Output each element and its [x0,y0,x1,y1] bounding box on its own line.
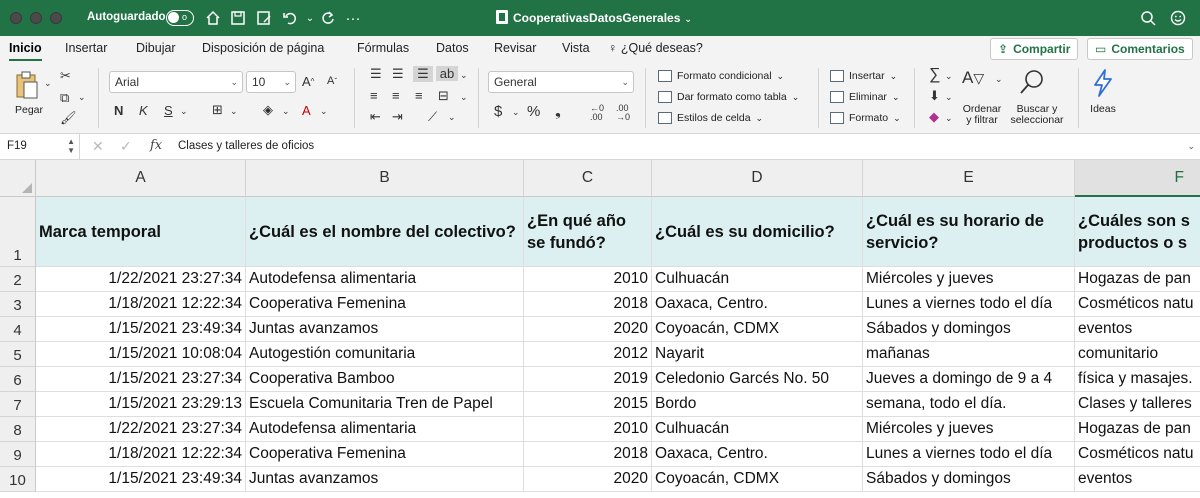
autosave-state: o [182,12,188,22]
home-icon[interactable] [203,8,223,28]
smiley-icon[interactable] [1168,8,1188,28]
paste-dropdown-icon[interactable]: ⌄ [44,78,52,88]
table-cell-b[interactable]: Cooperativa Femenina [246,442,524,467]
chevron-down-icon: ⌄ [889,70,898,81]
clear-icon[interactable]: ◆ [929,109,939,124]
sort-dropdown-icon[interactable]: ⌄ [995,74,1003,84]
cell-styles-icon [658,112,672,124]
cut-icon[interactable]: ✂ [60,68,71,83]
table-cell-d[interactable]: Oaxaca, Centro. [652,292,863,317]
conditional-format-label: Formato condicional [677,70,772,82]
chevron-down-icon: ⌄ [776,70,785,81]
row-header[interactable]: 5 [0,342,36,367]
autosave-toggle[interactable] [166,10,194,26]
chevron-down-icon: ⌄ [621,76,629,87]
table-cell-d[interactable]: Nayarit [652,342,863,367]
row-header[interactable]: 6 [0,367,36,392]
table-cell-f[interactable]: eventos [1075,467,1200,492]
currency-button[interactable]: $ [494,103,503,120]
insert-cells-button[interactable] [830,70,897,82]
chevron-down-icon: ⌄ [891,91,900,102]
comma-button[interactable]: ❟ [555,103,561,120]
align-right-icon[interactable]: ≡ [415,88,423,103]
table-cell-e[interactable]: Miércoles y jueves [863,417,1075,442]
share-label: Compartir [1013,42,1071,56]
decrease-font-icon[interactable]: A ˇ [327,75,338,87]
table-cell-e[interactable]: Sábados y domingos [863,317,1075,342]
chevron-down-icon: ⌄ [283,76,291,87]
align-center-icon[interactable]: ≡ [392,88,400,103]
row-header[interactable]: 10 [0,467,36,492]
decrease-indent-icon[interactable]: ⇤ [370,109,381,124]
insert-label: Insertar [849,70,885,82]
find-select-label-line1: Buscar y [1016,103,1058,115]
wrap-text-icon[interactable]: ab [436,66,458,81]
table-cell-a[interactable]: 1/15/2021 10:08:04 [36,342,246,367]
cell-styles-label: Estilos de celda [677,112,751,124]
table-cell-a[interactable]: 1/15/2021 23:29:13 [36,392,246,417]
title-bar [0,0,1200,36]
zoom-window-button[interactable] [50,12,62,24]
row-header-1[interactable]: 1 [0,197,36,267]
table-cell-c[interactable]: 2012 [524,342,652,367]
insert-icon [830,70,844,82]
paste-label: Pegar [14,104,44,116]
cancel-edit-icon[interactable]: ✕ [92,138,104,154]
comments-button[interactable] [1087,38,1193,60]
insert-function-icon[interactable]: fx [150,138,163,153]
delete-label: Eliminar [849,91,887,103]
table-cell-e[interactable]: Lunes a viernes todo el día [863,292,1075,317]
search-icon[interactable] [1138,8,1158,28]
font-name-value: Arial [115,75,140,89]
format-label: Formato [849,112,889,124]
align-top-icon[interactable]: ☰ [370,66,382,81]
cell-styles-button[interactable] [658,112,763,124]
undo-dropdown-icon[interactable]: ⌄ [305,12,315,24]
orientation-icon[interactable]: ⟋ [428,109,438,124]
chevron-down-icon: ⌄ [893,112,901,123]
row-header[interactable]: 2 [0,267,36,292]
fill-icon[interactable]: ⬇ [929,88,940,103]
name-box-spinner-icon[interactable]: ▲ ▼ [67,137,75,155]
save-icon[interactable] [228,8,248,28]
merge-center-icon[interactable]: ⊟ [438,88,449,103]
table-cell-b[interactable]: Juntas avanzamos [246,317,524,342]
edit-save-icon[interactable] [254,8,274,28]
tab-revisar[interactable]: Revisar [494,41,537,55]
borders-icon[interactable]: ⊞ [212,102,223,117]
header-cell-c[interactable]: ¿En qué año se fundó? [524,197,652,267]
find-select-label [1006,104,1068,126]
header-cell-b[interactable]: ¿Cuál es el nombre del colectivo? [246,197,524,267]
close-window-button[interactable] [10,12,22,24]
spreadsheet-grid[interactable] [0,160,1200,498]
table-cell-d[interactable]: Coyoacán, CDMX [652,467,863,492]
table-cell-b[interactable]: Escuela Comunitaria Tren de Papel [246,392,524,417]
table-icon [658,91,672,103]
table-cell-e[interactable]: Sábados y domingos [863,467,1075,492]
comments-label: Comentarios [1111,42,1185,56]
number-format-value: General [494,75,537,89]
merge-dropdown-icon[interactable]: ⌄ [460,92,468,102]
align-middle-icon[interactable]: ☰ [392,66,404,81]
table-cell-c[interactable]: 2015 [524,392,652,417]
chevron-down-icon[interactable]: ⌄ [684,14,692,24]
header-cell-d[interactable]: ¿Cuál es su domicilio? [652,197,863,267]
borders-dropdown-icon[interactable]: ⌄ [230,106,238,116]
lightbulb-icon: ♀ [608,41,618,55]
table-cell-e[interactable]: Jueves a domingo de 9 a 4 [863,367,1075,392]
copy-dropdown-icon[interactable]: ⌄ [78,92,86,102]
fill-color-icon[interactable]: ◈ [263,102,273,117]
table-cell-d[interactable]: Bordo [652,392,863,417]
align-bottom-icon[interactable]: ☰ [413,66,433,82]
conditional-format-button[interactable] [658,70,784,82]
header-cell-e[interactable]: ¿Cuál es su horario de servicio? [863,197,1075,267]
font-size-select[interactable] [246,71,296,93]
table-cell-f[interactable]: Hogazas de pan [1075,417,1200,442]
sort-filter-label-line2: y filtrar [966,114,998,126]
table-cell-b[interactable]: Autogestión comunitaria [246,342,524,367]
table-cell-d[interactable]: Celedonio Garcés No. 50 [652,367,863,392]
table-cell-f[interactable]: Cosméticos natu [1075,292,1200,317]
chevron-down-icon: ⌄ [230,76,238,87]
increase-indent-icon[interactable]: ⇥ [392,109,403,124]
table-cell-e[interactable]: semana, todo el día. [863,392,1075,417]
delete-cells-button[interactable] [830,91,899,103]
ribbon-toolbar [0,62,1200,134]
decrease-decimal-icon[interactable]: .00 →0 [616,103,631,122]
font-name-select[interactable] [109,71,243,93]
bold-button[interactable]: N [114,103,124,118]
table-cell-c[interactable]: 2019 [524,367,652,392]
table-cell-f[interactable]: eventos [1075,317,1200,342]
toggle-knob [168,12,179,23]
table-cell-f[interactable]: comunitario [1075,342,1200,367]
redo-icon[interactable] [318,8,338,28]
align-left-icon[interactable]: ≡ [370,88,378,103]
currency-dropdown-icon[interactable]: ⌄ [512,107,520,117]
fill-dropdown-icon[interactable]: ⌄ [945,92,953,102]
font-color-dropdown-icon[interactable]: ⌄ [320,106,328,116]
table-cell-b[interactable]: Cooperativa Femenina [246,292,524,317]
sort-filter-label [958,104,1006,126]
orientation-dropdown-icon[interactable]: ⌄ [448,112,456,122]
table-cell-b[interactable]: Autodefensa alimentaria [246,417,524,442]
find-select-label-line2: seleccionar [1010,114,1064,126]
table-cell-a[interactable]: 1/15/2021 23:27:34 [36,367,246,392]
table-cell-f[interactable]: Hogazas de pan [1075,267,1200,292]
row-header[interactable]: 9 [0,442,36,467]
copy-icon[interactable]: ⧉ [60,90,70,105]
ribbon-tabs [0,36,1200,62]
table-cell-a[interactable]: 1/18/2021 12:22:34 [36,292,246,317]
document-title [496,10,692,25]
row-header[interactable]: 8 [0,417,36,442]
column-header-a[interactable]: A [36,160,246,197]
increase-font-icon[interactable]: A ^ [302,74,315,89]
column-header-f[interactable]: F [1075,160,1200,197]
tell-me-label: ¿Qué deseas? [620,41,703,55]
name-box[interactable] [0,134,80,160]
divider [478,68,479,128]
table-cell-a[interactable]: 1/15/2021 23:49:34 [36,317,246,342]
formula-input[interactable]: Clases y talleres de oficios [178,140,315,152]
tab-formulas[interactable]: Fórmulas [357,41,410,55]
tab-insertar[interactable]: Insertar [65,41,108,55]
format-icon [830,112,844,124]
table-cell-c[interactable]: 2020 [524,467,652,492]
format-as-table-label: Dar formato como tabla [677,91,787,103]
table-cell-d[interactable]: Culhuacán [652,267,863,292]
sort-filter-icon[interactable]: A ▽ [962,68,985,87]
table-cell-f[interactable]: Cosméticos natu [1075,442,1200,467]
ideas-label: Ideas [1090,103,1116,115]
column-header-d[interactable]: D [652,160,863,197]
header-cell-f[interactable]: ¿Cuáles son s productos o s [1075,197,1200,267]
divider [818,68,819,128]
chevron-down-icon: ⌄ [791,91,800,102]
format-as-table-button[interactable] [658,91,799,103]
tab-disposicion[interactable]: Disposición de página [202,41,325,55]
column-header-e[interactable]: E [863,160,1075,197]
autosum-dropdown-icon[interactable]: ⌄ [945,71,953,81]
font-size-value: 10 [252,75,266,89]
formula-bar [0,134,1200,160]
sort-filter-label-line1: Ordenar [962,103,1002,115]
undo-icon[interactable] [280,8,300,28]
divider [645,68,646,128]
expand-formula-icon[interactable]: ⌄ [1187,141,1195,151]
name-box-value: F19 [7,140,27,152]
table-cell-c[interactable]: 2018 [524,292,652,317]
table-cell-c[interactable]: 2018 [524,442,652,467]
table-cell-f[interactable]: Clases y talleres [1075,392,1200,417]
autosave-label: Autoguardado [87,11,166,23]
table-cell-a[interactable]: 1/22/2021 23:27:34 [36,267,246,292]
format-painter-icon[interactable]: 🖌 [60,110,77,125]
table-cell-d[interactable]: Oaxaca, Centro. [652,442,863,467]
table-cell-c[interactable]: 2010 [524,267,652,292]
excel-file-icon [496,10,508,24]
tab-datos[interactable]: Datos [436,41,469,55]
share-icon: ⇪ [998,42,1009,56]
row-header[interactable]: 3 [0,292,36,317]
conditional-format-icon [658,70,672,82]
table-cell-b[interactable]: Juntas avanzamos [246,467,524,492]
clear-dropdown-icon[interactable]: ⌄ [945,113,953,123]
number-format-select[interactable] [488,71,634,93]
comment-icon: ▭ [1095,42,1107,56]
format-cells-button[interactable] [830,112,901,124]
fill-dropdown-icon[interactable]: ⌄ [282,106,290,116]
tab-vista[interactable]: Vista [562,41,590,55]
italic-button[interactable]: K [139,103,148,118]
autosum-icon[interactable]: ∑ [929,66,941,83]
table-cell-b[interactable]: Autodefensa alimentaria [246,267,524,292]
wrap-dropdown-icon[interactable]: ⌄ [460,70,468,80]
select-all-button[interactable] [0,160,36,197]
tell-me-box[interactable] [608,41,703,55]
tab-inicio[interactable]: Inicio [9,41,42,55]
font-color-icon[interactable]: A [302,103,311,118]
table-cell-c[interactable]: 2010 [524,417,652,442]
find-select-icon[interactable] [1018,68,1046,96]
table-cell-e[interactable]: Miércoles y jueves [863,267,1075,292]
table-cell-b[interactable]: Cooperativa Bamboo [246,367,524,392]
table-cell-e[interactable]: mañanas [863,342,1075,367]
paste-icon[interactable] [12,70,42,102]
share-button[interactable] [990,38,1078,60]
table-cell-d[interactable]: Culhuacán [652,417,863,442]
table-cell-c[interactable]: 2020 [524,317,652,342]
row-header[interactable]: 4 [0,317,36,342]
divider [354,68,355,128]
divider [98,68,99,128]
underline-dropdown-icon[interactable]: ⌄ [180,106,188,116]
ideas-icon[interactable] [1090,68,1116,98]
divider [914,68,915,128]
divider [1078,68,1079,128]
minimize-window-button[interactable] [30,12,42,24]
delete-icon [830,91,844,103]
confirm-edit-icon[interactable]: ✓ [120,138,132,154]
table-cell-a[interactable]: 1/15/2021 23:49:34 [36,467,246,492]
tab-dibujar[interactable]: Dibujar [136,41,176,55]
column-header-c[interactable]: C [524,160,652,197]
table-cell-a[interactable]: 1/18/2021 12:22:34 [36,442,246,467]
row-header[interactable]: 7 [0,392,36,417]
percent-button[interactable]: % [527,103,541,120]
more-icon[interactable]: ··· [345,9,361,27]
table-cell-e[interactable]: Lunes a viernes todo el día [863,442,1075,467]
table-cell-d[interactable]: Coyoacán, CDMX [652,317,863,342]
increase-decimal-icon[interactable]: ←0 .00 [590,103,605,122]
document-name: CooperativasDatosGenerales [513,11,681,25]
column-header-b[interactable]: B [246,160,524,197]
table-cell-f[interactable]: física y masajes. [1075,367,1200,392]
table-cell-a[interactable]: 1/22/2021 23:27:34 [36,417,246,442]
header-cell-a[interactable]: Marca temporal [36,197,246,267]
underline-button[interactable]: S [164,103,173,118]
chevron-down-icon: ⌄ [755,112,764,123]
